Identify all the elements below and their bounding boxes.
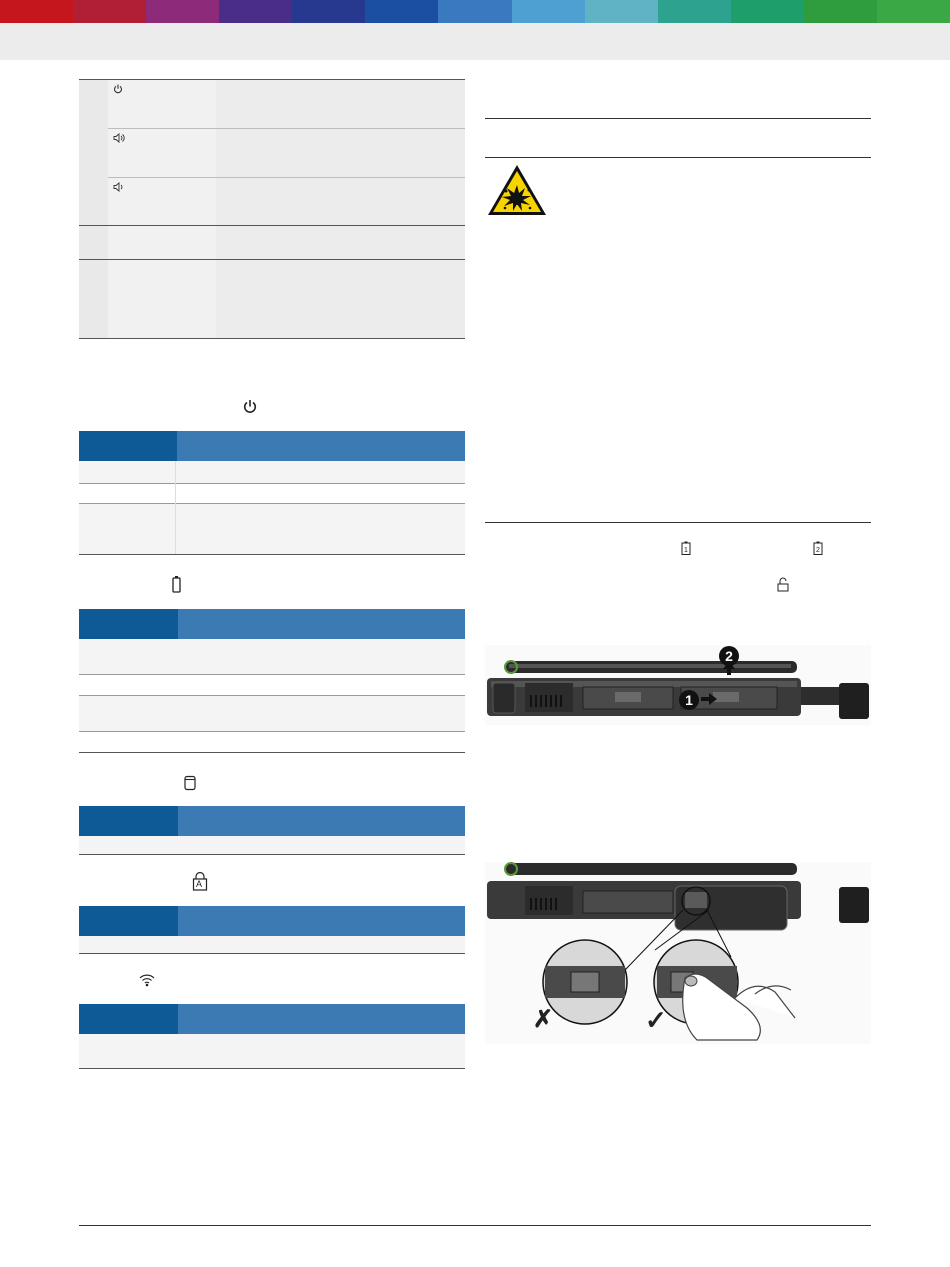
drive-heading-icon <box>184 775 196 791</box>
color-bar-segment <box>877 0 950 23</box>
table-row <box>79 484 465 503</box>
battery-heading-icon <box>172 575 181 593</box>
color-bar-segment <box>219 0 292 23</box>
table-row <box>79 675 465 695</box>
volume-up-icon <box>113 133 125 143</box>
battery-1-icon <box>681 541 691 555</box>
top-table-col2 <box>108 80 216 338</box>
laptop-side-figure <box>485 645 871 725</box>
step-marker-1: 1 <box>679 690 699 710</box>
volume-down-icon <box>113 182 125 192</box>
caps-table-header <box>79 906 465 936</box>
color-bar-segment <box>438 0 511 23</box>
caps-lock-heading-icon <box>192 871 208 891</box>
wifi-table-header <box>79 1004 465 1034</box>
table-row <box>79 504 465 554</box>
footer-rule <box>79 1225 871 1226</box>
battery-2-icon <box>813 541 823 555</box>
header-band <box>0 23 950 60</box>
table-row <box>79 696 465 731</box>
table-row <box>79 836 465 854</box>
latch-check-figure <box>485 862 871 1044</box>
color-bar-segment <box>0 0 73 23</box>
table-row <box>79 936 465 953</box>
top-table-col3 <box>216 80 465 338</box>
step-marker-2: 2 <box>719 646 739 666</box>
table-row <box>79 1034 465 1068</box>
drive-table-header <box>79 806 465 836</box>
table-row <box>79 461 465 483</box>
color-bar-segment <box>512 0 585 23</box>
color-bar-segment <box>73 0 146 23</box>
color-bar-segment <box>292 0 365 23</box>
power-icon <box>113 84 123 94</box>
color-bar-segment <box>731 0 804 23</box>
color-bar-segment <box>146 0 219 23</box>
top-table-col1 <box>79 80 108 338</box>
incorrect-mark: ✗ <box>533 1006 554 1033</box>
unlock-icon <box>777 577 789 592</box>
explosion-warning-icon <box>486 163 548 217</box>
color-bar-segment <box>804 0 877 23</box>
caps-lock-letter: A <box>196 879 203 889</box>
power-table-header <box>79 431 465 461</box>
svg-text:1: 1 <box>684 547 688 554</box>
color-bar-segment <box>585 0 658 23</box>
header-color-bar <box>0 0 950 23</box>
wifi-heading-icon <box>139 973 155 987</box>
table-row <box>79 639 465 674</box>
color-bar-segment <box>365 0 438 23</box>
power-heading-icon <box>243 399 257 414</box>
table-row <box>79 732 465 752</box>
color-bar-segment <box>658 0 731 23</box>
correct-mark: ✓ <box>645 1005 667 1035</box>
battery-table-header <box>79 609 465 639</box>
svg-text:2: 2 <box>816 547 820 554</box>
